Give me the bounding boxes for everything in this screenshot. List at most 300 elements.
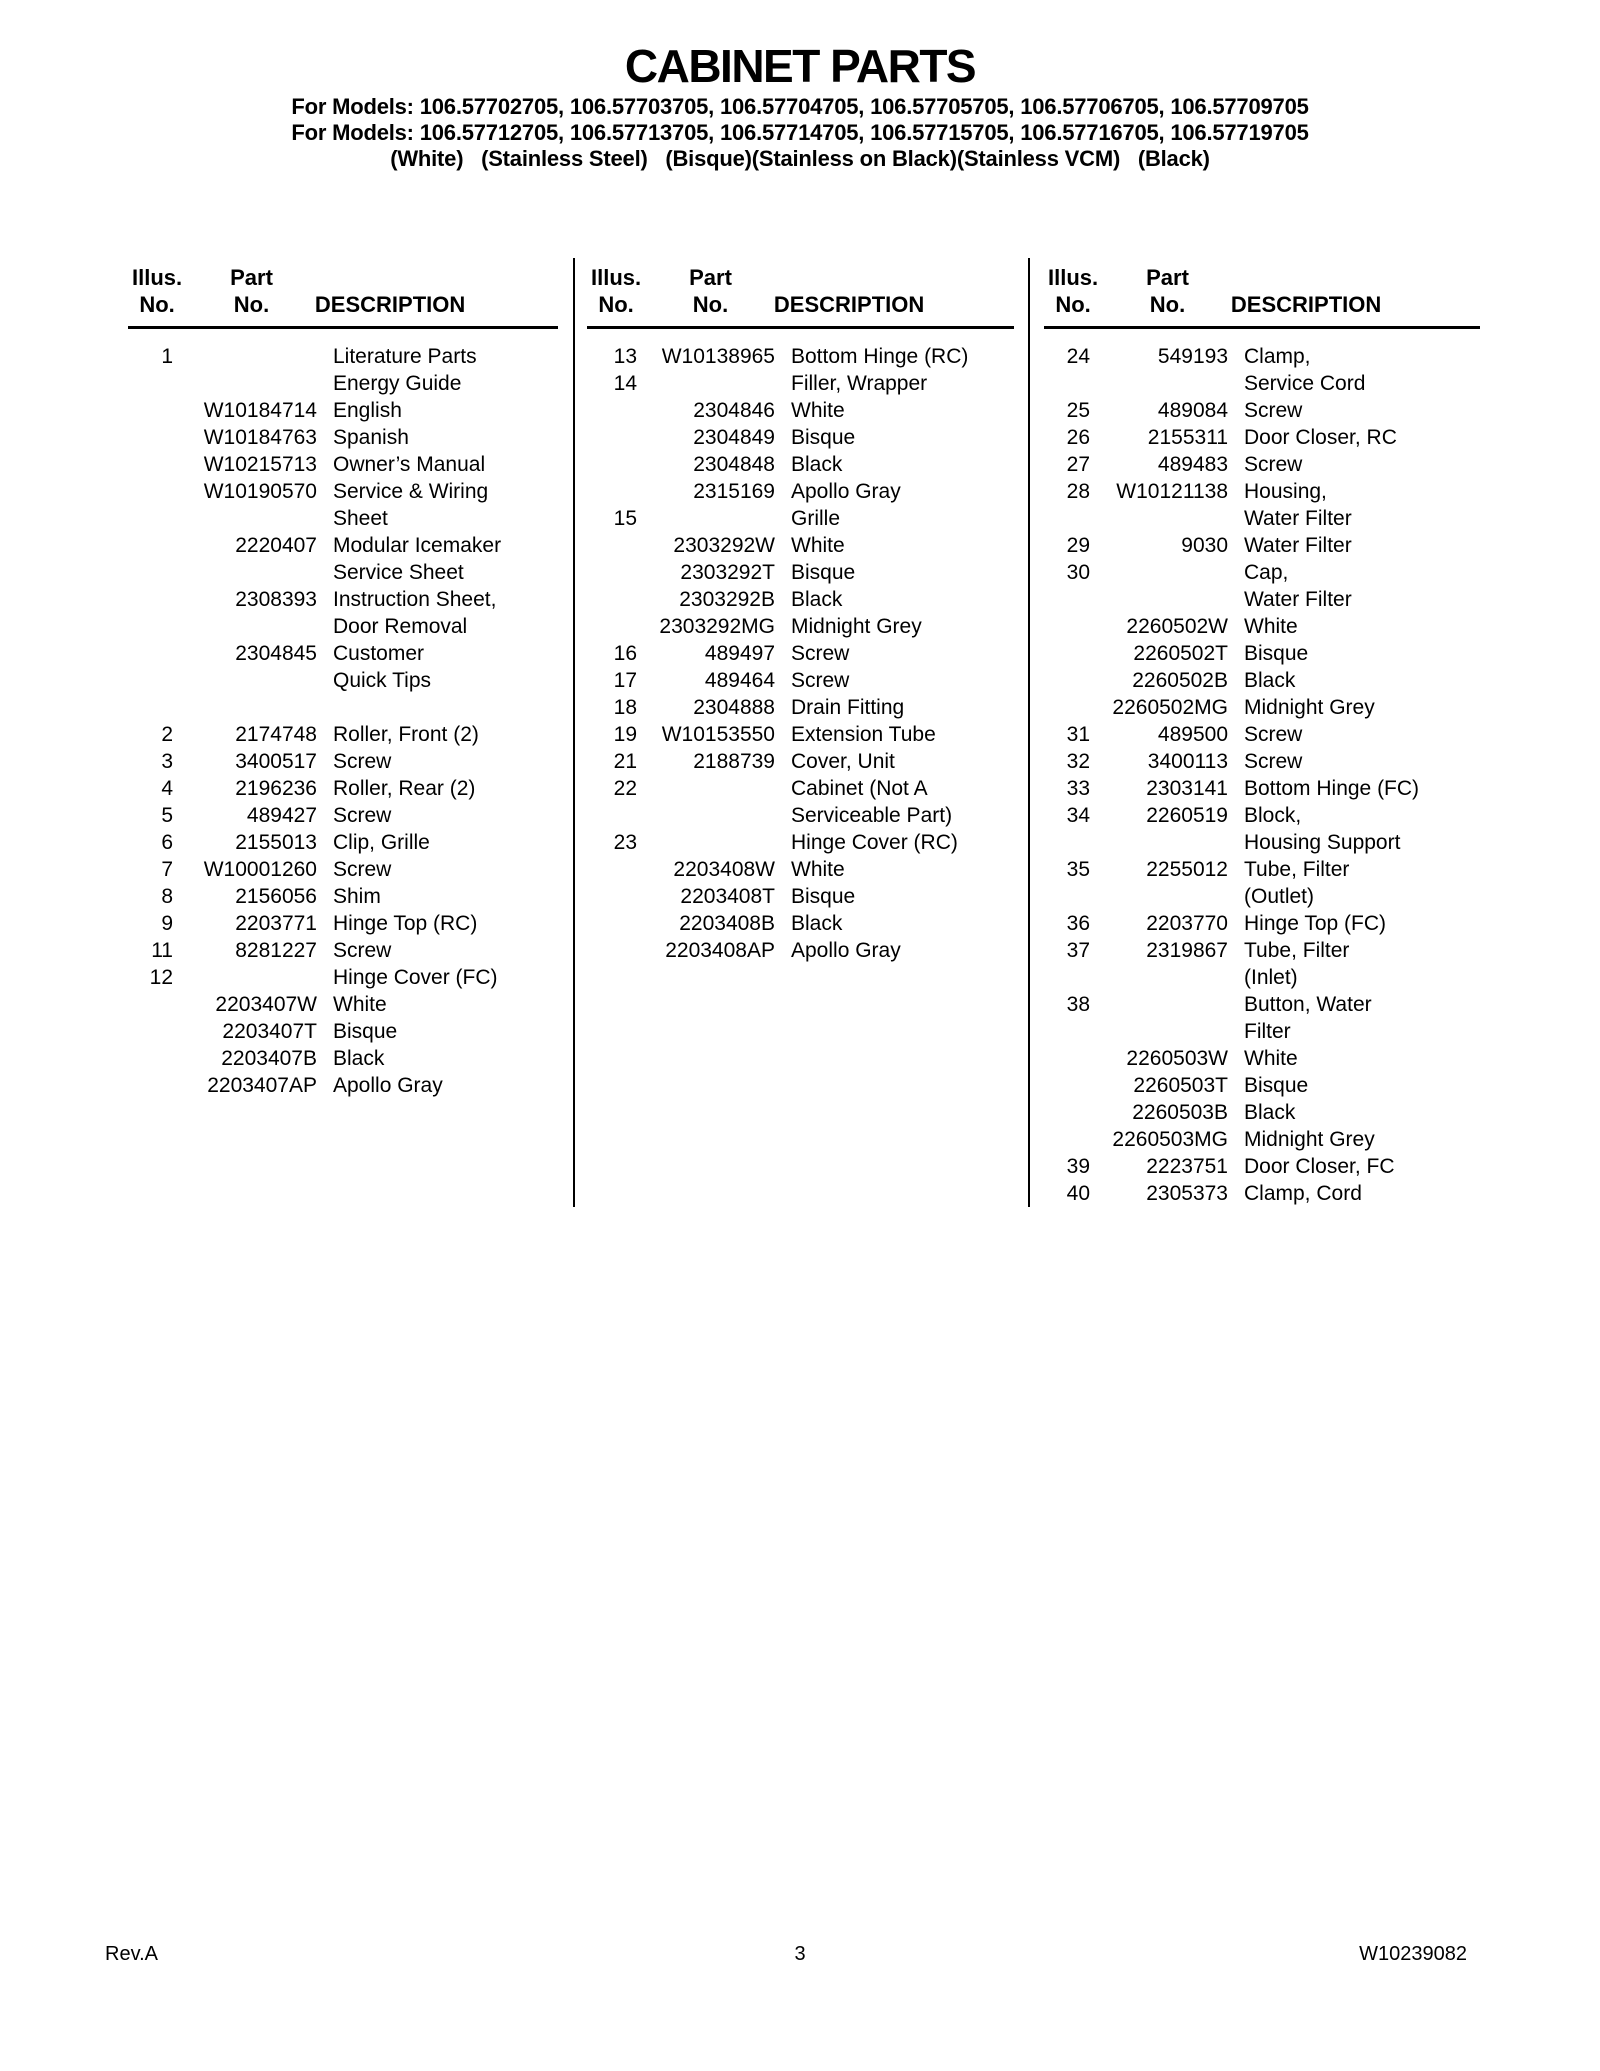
table-row [100,694,573,721]
table-row [1030,478,1500,505]
table-row [1030,1072,1500,1099]
table-row [100,829,573,856]
description-cell: Customer [333,642,425,665]
part-no-cell: 2203408B [679,912,775,935]
illus-no-cell: 19 [613,723,637,746]
parts-table [100,258,1500,1207]
table-row [1030,559,1500,586]
part-no-header [689,264,732,318]
description-cell: Filter [1244,1020,1291,1043]
description-cell: White [791,534,845,557]
illus-no-cell: 40 [1066,1182,1090,1205]
table-row [1030,1126,1500,1153]
description-cell: Energy Guide [333,372,462,395]
illus-no-cell: 23 [613,831,637,854]
illus-no-cell: 34 [1066,804,1090,827]
illus-no-cell [575,802,637,829]
illus-no-cell [100,1018,173,1045]
part-no-cell: 2196236 [235,777,317,800]
part-no-cell: 2220407 [235,534,317,557]
illus-no-cell: 3 [161,750,173,773]
table-row [1030,1180,1500,1207]
table-row [100,613,573,640]
table-row [1030,424,1500,451]
part-no-cell: 2203407T [222,1020,317,1043]
illus-no-cell [575,883,637,910]
part-no-cell: 2155013 [235,831,317,854]
table-row [1030,829,1500,856]
illus-no-cell: 38 [1066,993,1090,1016]
part-no-cell: 489497 [704,642,775,665]
description-cell: Button, Water [1244,993,1372,1016]
illus-no-cell [100,370,173,397]
header-no-label: No. [692,292,729,317]
description-cell: Bisque [333,1020,398,1043]
illus-no-cell: 5 [161,804,173,827]
table-row [575,856,1028,883]
part-no-cell [173,694,317,721]
table-row [100,721,573,748]
part-no-cell: 2303292MG [659,615,775,638]
part-no-cell: 2203408AP [665,939,775,962]
part-no-cell [1090,586,1228,613]
table-row [1030,640,1500,667]
part-no-cell: 2304846 [693,399,775,422]
description-cell: Cabinet (Not A [791,777,928,800]
part-no-cell: 2260502W [1126,615,1228,638]
illus-no-cell: 12 [149,966,173,989]
part-no-cell: 2155311 [1147,426,1228,449]
illus-no-cell: 29 [1066,534,1090,557]
table-row [575,532,1028,559]
description-cell: Housing, [1244,480,1327,503]
document-header [0,42,1600,172]
illus-no-cell [1030,883,1090,910]
part-no-cell: 2223751 [1146,1155,1228,1178]
part-no-cell: W10184763 [203,426,317,449]
table-row [100,802,573,829]
part-no-cell [1090,370,1228,397]
page-number: 3 [794,1943,806,1965]
illus-no-cell [1030,1018,1090,1045]
part-no-cell: W10153550 [661,723,775,746]
part-no-cell: 2304888 [693,696,775,719]
description-cell: Housing Support [1244,831,1401,854]
illus-no-cell [575,478,637,505]
description-cell: Shim [333,885,381,908]
description-cell: Screw [1244,453,1303,476]
table-row [1030,451,1500,478]
description-cell: Cap, [1244,561,1289,584]
table-row [1030,883,1500,910]
table-row [100,937,573,964]
table-row [1030,802,1500,829]
description-cell: Screw [333,750,392,773]
header-no-label: No. [598,292,634,317]
illus-no-cell: 15 [613,507,637,530]
description-cell: Filler, Wrapper [791,372,928,395]
description-cell: (Outlet) [1244,885,1315,908]
description-cell: Bisque [791,426,856,449]
description-cell: Hinge Top (FC) [1244,912,1386,935]
description-cell: White [791,858,845,881]
page-title: CABINET PARTS [624,40,976,92]
table-row [1030,505,1500,532]
part-no-cell [637,370,775,397]
illus-no-cell [1030,667,1090,694]
table-row [100,451,573,478]
part-no-cell [173,559,317,586]
illus-no-cell [575,451,637,478]
part-no-cell [1090,991,1228,1018]
illus-no-cell: 25 [1066,399,1090,422]
table-row [575,397,1028,424]
part-no-cell: 3400517 [235,750,317,773]
table-row [100,883,573,910]
part-no-cell: 9030 [1181,534,1228,557]
column-header [587,258,1014,329]
description-cell: (Inlet) [1244,966,1298,989]
part-no-cell: W10121138 [1116,480,1228,503]
part-no-cell [173,667,317,694]
illus-no-cell [1030,1126,1090,1153]
part-no-cell [173,370,317,397]
models-line-1: For Models: 106.57702705, 106.57703705, 106.57704705, 106.57705705, 106.57706705, 106.57709705 [291,94,1309,119]
illus-no-cell [100,1072,173,1099]
part-no-cell: 2203408T [680,885,775,908]
description-cell: Black [791,588,843,611]
illus-no-header [1048,264,1098,318]
description-cell: Roller, Rear (2) [333,777,476,800]
parts-rows [100,329,573,1099]
illus-no-cell: 8 [161,885,173,908]
part-no-cell [637,505,775,532]
description-cell: Water Filter [1244,507,1352,530]
part-no-cell [173,613,317,640]
illus-no-cell: 24 [1066,345,1090,368]
part-no-cell: 2305373 [1146,1182,1228,1205]
description-cell: Sheet [333,507,388,530]
parts-column-2 [573,258,1028,1207]
description-cell: Black [1244,669,1296,692]
illus-no-cell [575,532,637,559]
description-header: DESCRIPTION [773,292,925,317]
part-no-cell [1090,964,1228,991]
illus-no-cell: 14 [613,372,637,395]
description-cell: Water Filter [1244,588,1352,611]
table-row [575,910,1028,937]
illus-no-cell [100,424,173,451]
table-row [100,505,573,532]
header-no-label: No. [1055,292,1091,317]
description-cell: Bisque [791,561,856,584]
table-row [100,586,573,613]
table-row [575,748,1028,775]
table-row [1030,721,1500,748]
part-no-header [230,264,273,318]
part-no-cell: 2304845 [235,642,317,665]
part-no-cell: 2260503B [1132,1101,1228,1124]
description-cell: Roller, Front (2) [333,723,479,746]
part-no-cell: 2203770 [1146,912,1228,935]
table-row [575,883,1028,910]
part-no-cell: W10184714 [203,399,317,422]
part-no-header [1146,264,1189,318]
illus-no-cell [100,586,173,613]
table-row [100,991,573,1018]
illus-no-cell: 32 [1066,750,1090,773]
description-cell: Midnight Grey [791,615,922,638]
part-no-cell: 2260503MG [1112,1128,1228,1151]
part-no-cell: 2304848 [693,453,775,476]
illus-no-cell [575,424,637,451]
illus-no-cell: 4 [161,777,173,800]
description-cell: White [333,993,387,1016]
illus-no-cell: 28 [1066,480,1090,503]
description-cell: Hinge Top (RC) [333,912,478,935]
description-cell: Apollo Gray [791,480,901,503]
part-no-cell: 2303141 [1146,777,1228,800]
part-no-cell: 2303292B [679,588,775,611]
table-row [575,370,1028,397]
description-cell: Midnight Grey [1244,1128,1375,1151]
description-cell: Drain Fitting [791,696,905,719]
description-cell: Door Closer, RC [1244,426,1397,449]
illus-no-cell: 36 [1066,912,1090,935]
part-no-cell: 2260503T [1133,1074,1228,1097]
illus-no-cell [1030,1072,1090,1099]
description-cell: Modular Icemaker [333,534,502,557]
header-no-label: No. [1149,292,1186,317]
illus-no-cell [575,910,637,937]
part-no-cell: W10138965 [661,345,775,368]
illus-no-cell: 22 [613,777,637,800]
description-header: DESCRIPTION [1230,292,1382,317]
header-part-label: Part [689,265,732,290]
table-row [575,694,1028,721]
illus-no-cell: 27 [1066,453,1090,476]
part-no-cell: 2303292W [673,534,775,557]
illus-no-cell: 6 [161,831,173,854]
table-row [575,721,1028,748]
illus-no-cell [1030,694,1090,721]
illus-no-cell [100,640,173,667]
description-cell: Bottom Hinge (FC) [1244,777,1420,800]
description-cell: Screw [333,939,392,962]
table-row [100,856,573,883]
table-row [100,910,573,937]
part-no-cell: W10190570 [203,480,317,503]
table-row [575,829,1028,856]
table-row [1030,694,1500,721]
header-no-label: No. [233,292,270,317]
table-row [100,532,573,559]
description-cell: Black [791,453,843,476]
table-row [575,559,1028,586]
description-cell: Hinge Cover (RC) [791,831,958,854]
description-cell: Clamp, Cord [1244,1182,1362,1205]
description-cell: Clip, Grille [333,831,430,854]
header-part-label: Part [230,265,273,290]
illus-no-cell: 30 [1066,561,1090,584]
table-row [575,451,1028,478]
part-no-cell: 2260502B [1132,669,1228,692]
part-no-cell: 2156056 [235,885,317,908]
part-no-cell: 8281227 [235,939,317,962]
table-row [575,478,1028,505]
parts-rows [575,329,1028,964]
part-no-cell [173,505,317,532]
illus-no-cell [1030,586,1090,613]
illus-no-cell [575,397,637,424]
illus-no-cell: 31 [1066,723,1090,746]
illus-no-cell [575,937,637,964]
part-no-cell [1090,883,1228,910]
description-cell: Water Filter [1244,534,1352,557]
description-cell: Black [333,1047,385,1070]
part-no-cell: 2203771 [235,912,317,935]
illus-no-cell: 9 [161,912,173,935]
table-row [1030,532,1500,559]
illus-no-cell: 2 [161,723,173,746]
part-no-cell: 2203407B [221,1047,317,1070]
illus-no-cell [100,451,173,478]
illus-no-cell: 39 [1066,1155,1090,1178]
illus-no-cell: 11 [151,939,173,962]
part-no-cell: 2260519 [1146,804,1228,827]
description-cell: Bottom Hinge (RC) [791,345,969,368]
part-no-cell: 2260503W [1126,1047,1228,1070]
description-cell: Black [1244,1101,1296,1124]
table-row [100,1045,573,1072]
table-row [100,964,573,991]
description-cell: Service & Wiring [333,480,489,503]
illus-no-cell [100,478,173,505]
illus-no-cell [1030,613,1090,640]
description-cell: Clamp, [1244,345,1311,368]
table-row [1030,667,1500,694]
table-row [100,343,573,370]
table-row [1030,343,1500,370]
table-row [1030,613,1500,640]
table-row [1030,964,1500,991]
description-cell: Grille [791,507,841,530]
description-cell: Bisque [1244,642,1309,665]
table-row [1030,748,1500,775]
table-row [1030,1045,1500,1072]
description-cell: White [1244,615,1298,638]
illus-no-cell [575,559,637,586]
part-no-cell: W10215713 [203,453,317,476]
table-row [1030,910,1500,937]
description-cell: Tube, Filter [1244,858,1350,881]
document-number: W10239082 [1359,1943,1467,1965]
part-no-cell: W10001260 [203,858,317,881]
table-row [1030,991,1500,1018]
part-no-cell: 2188739 [693,750,775,773]
illus-no-cell [1030,640,1090,667]
table-row [1030,1018,1500,1045]
revision-label: Rev.A [105,1943,158,1965]
illus-no-cell: 33 [1066,777,1090,800]
part-no-cell: 2174748 [235,723,317,746]
table-row [100,640,573,667]
table-row [100,748,573,775]
description-cell: Screw [333,804,392,827]
illus-no-cell: 37 [1066,939,1090,962]
description-header: DESCRIPTION [314,292,466,317]
illus-no-cell: 35 [1066,858,1090,881]
description-cell: Screw [1244,723,1303,746]
description-cell [317,694,573,721]
table-row [1030,1099,1500,1126]
illus-no-cell [1030,1045,1090,1072]
description-cell: Instruction Sheet, [333,588,497,611]
description-cell: Spanish [333,426,409,449]
illus-no-cell [100,694,173,721]
table-row [1030,775,1500,802]
table-row [100,370,573,397]
description-cell: Screw [791,669,850,692]
description-cell: Bisque [791,885,856,908]
part-no-cell: 2315169 [693,480,775,503]
column-header [1044,258,1480,329]
description-cell: Block, [1244,804,1302,827]
illus-no-cell [575,856,637,883]
description-cell: Apollo Gray [333,1074,443,1097]
description-cell: Tube, Filter [1244,939,1350,962]
part-no-cell: 2260502T [1133,642,1228,665]
illus-no-header [591,264,641,318]
table-row [1030,586,1500,613]
part-no-cell: 489427 [246,804,317,827]
table-row [100,667,573,694]
part-no-cell: 489084 [1157,399,1228,422]
description-cell: White [1244,1047,1298,1070]
table-row [575,613,1028,640]
part-no-cell: 489483 [1157,453,1228,476]
header-part-label: Part [1146,265,1189,290]
illus-no-cell: 7 [161,858,173,881]
part-no-cell [1090,505,1228,532]
table-row [575,667,1028,694]
part-no-cell [637,802,775,829]
table-row [1030,370,1500,397]
finishes-line: (White) (Stainless Steel) (Bisque)(Stainless on Black)(Stainless VCM) (Black) [390,146,1210,171]
illus-no-cell [100,505,173,532]
illus-no-cell [100,532,173,559]
part-no-cell: 489500 [1157,723,1228,746]
part-no-cell [173,343,317,370]
illus-no-cell [1030,964,1090,991]
table-row [100,559,573,586]
description-cell: Serviceable Part) [791,804,953,827]
description-cell: Cover, Unit [791,750,895,773]
table-row [575,775,1028,802]
illus-no-cell [100,559,173,586]
part-no-cell: 2304849 [693,426,775,449]
table-row [575,640,1028,667]
models-line-2: For Models: 106.57712705, 106.57713705, 106.57714705, 106.57715705, 106.57716705, 106.57719705 [291,120,1309,145]
illus-no-cell: 21 [613,750,637,773]
description-cell: English [333,399,402,422]
table-row [575,586,1028,613]
description-cell: Screw [1244,399,1303,422]
part-no-cell: 2260502MG [1112,696,1228,719]
table-row [575,505,1028,532]
description-cell: Owner’s Manual [333,453,486,476]
illus-no-cell [575,613,637,640]
